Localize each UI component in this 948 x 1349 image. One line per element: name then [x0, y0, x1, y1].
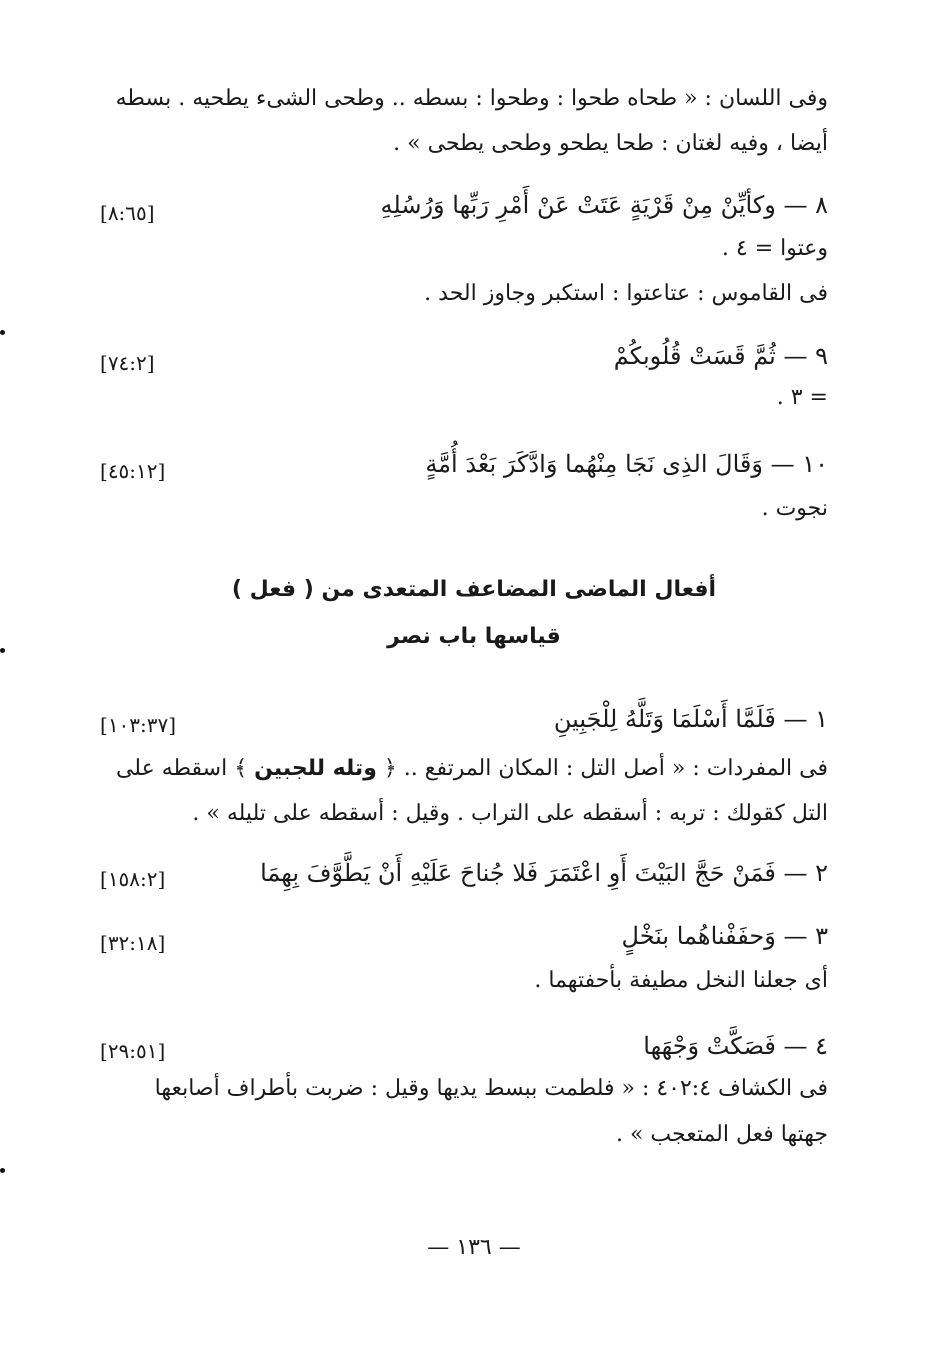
verse-reference: [٤٥:١٢] [100, 459, 166, 483]
note-text: فى المفردات : « أصل التل : المكان المرتفع .. ﴿ [383, 756, 828, 781]
verse-line: ١ — فَلَمَّا أَسْلَمَا وَتَلَّهُ لِلْجَبِينِ [553, 705, 828, 733]
text-line: فى القاموس : عتاعتوا : استكبر وجاوز الحد . [424, 281, 828, 306]
verse-reference: [١٥٨:٢] [100, 867, 166, 891]
verse-reference: [٨:٦٥] [100, 201, 155, 225]
margin-mark [0, 330, 5, 335]
verse-reference: [٣٢:١٨] [100, 931, 166, 955]
verse-line: ٢ — فَمَنْ حَجَّ البَيْتَ أَوِ اعْتَمَرَ فَلا جُناحَ عَلَيْهِ أَنْ يَطَّوَّفَ بِهِمَا [260, 859, 828, 887]
verse-line: ١٠ — وَقَالَ الذِى نَجَا مِنْهُما وَادَّكَرَ بَعْدَ أُمَّةٍ [425, 450, 828, 478]
text-line: فى الكشاف ٤٠٢:٤ : « فلطمت ببسط يديها وقيل : ضربت بأطراف أصابعها [154, 1076, 828, 1101]
margin-mark [0, 1168, 5, 1173]
section-heading: أفعال الماضى المضاعف المتعدى من ( فعل ) [231, 577, 717, 602]
verse-line: ٩ — ثُمَّ قَسَتْ قُلُوبكُمْ [613, 342, 828, 370]
text-line: وعتوا = ٤ . [721, 236, 828, 261]
verse-line: ٨ — وكأيِّنْ مِنْ قَرْيَةٍ عَتَتْ عَنْ أَمْرِ رَبِّها وَرُسُلِهِ [380, 191, 828, 219]
verse-line: ٤ — فَصَكَّتْ وَجْهَها [643, 1032, 828, 1060]
verse-reference: [٧٤:٢] [100, 351, 155, 375]
text-line [95, 754, 828, 784]
verse-line: ٣ — وَحفَفْناهُما بنَخْلٍ [621, 922, 828, 950]
text-line: نجوت . [761, 496, 828, 521]
text-line: التل كقولك : تربه : أسقطه على التراب . وقيل : أسقطه على تليله » . [192, 801, 828, 826]
verse-reference: [٢٩:٥١] [100, 1039, 166, 1063]
note-text: ﴾ اسقطه على [115, 756, 248, 781]
text-line: أى جعلنا النخل مطيفة بأحفتهما . [534, 968, 828, 993]
text-line: = ٣ . [776, 385, 828, 410]
note-quote: وتله للجبين [254, 756, 377, 781]
section-subheading: قياسها باب نصر [387, 624, 561, 649]
text-line: أيضا ، وفيه لغتان : طحا يطحو وطحى يطحى » . [393, 131, 828, 156]
text-line: جهتها فعل المتعجب » . [615, 1122, 828, 1147]
verse-reference: [١٠٣:٣٧] [100, 713, 177, 737]
page-number: — ١٣٦ — [427, 1235, 521, 1260]
text-line: وفى اللسان : « طحاه طحوا : وطحوا : بسطه .. وطحى الشىء يطحيه . بسطه [115, 86, 828, 111]
